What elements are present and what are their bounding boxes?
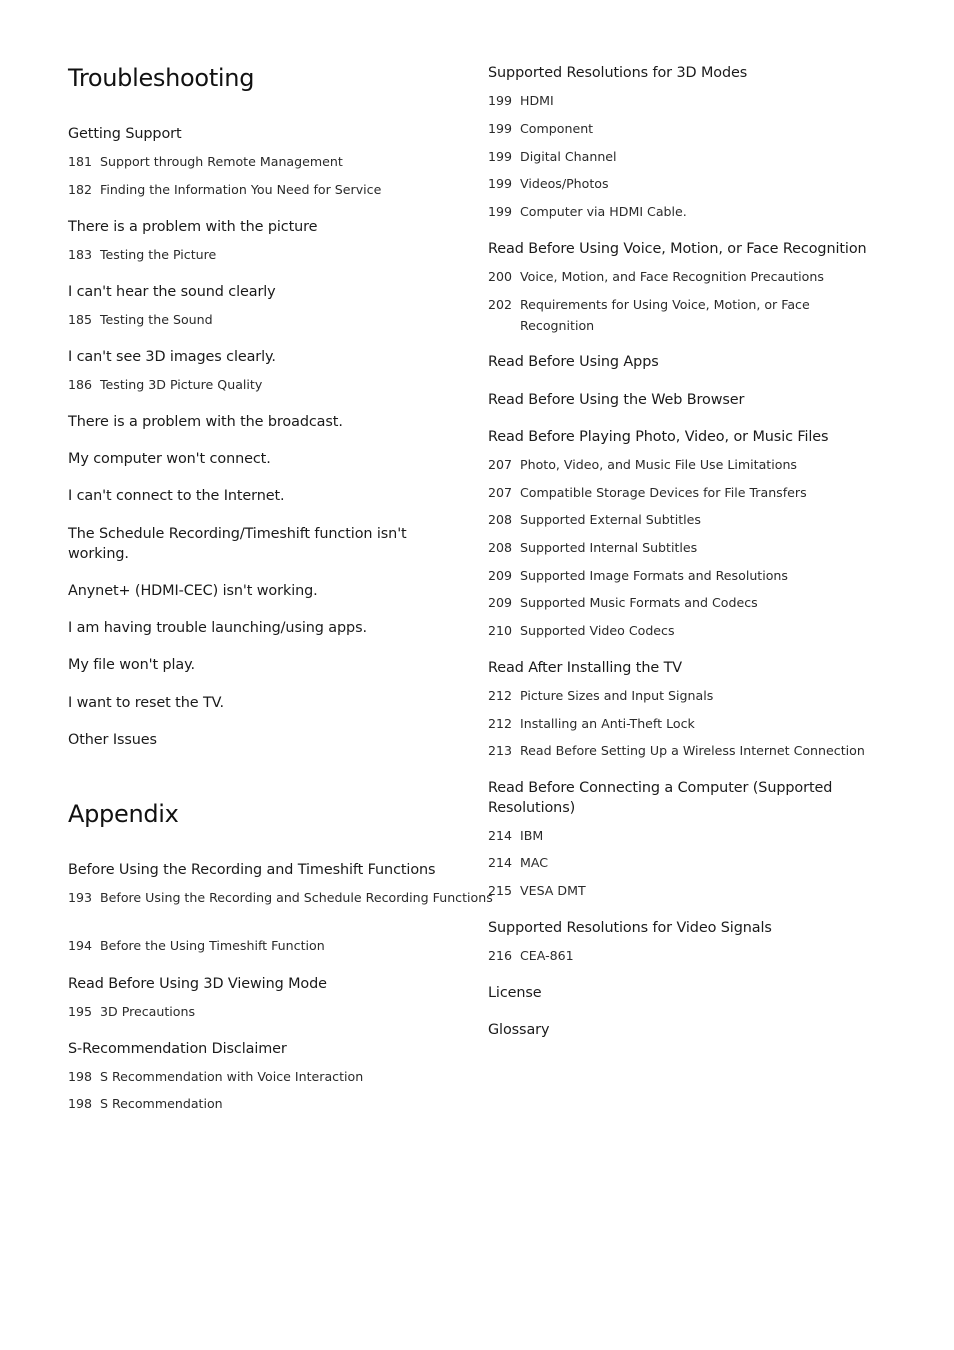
toc-entry[interactable] — [68, 1002, 195, 1023]
toc-entry[interactable] — [68, 245, 216, 266]
toc-entry-page-number: 199 — [488, 176, 513, 191]
toc-entry[interactable] — [488, 881, 586, 902]
toc-heading[interactable]: Glossary — [488, 1022, 550, 1038]
toc-entry-label: 3D Precautions — [100, 1004, 196, 1019]
toc-entry-label: Before Using the Recording and Schedule Recording Functions — [100, 890, 493, 905]
toc-heading[interactable]: Read Before Using 3D Viewing Mode — [68, 976, 327, 992]
toc-heading[interactable]: Read Before Using Apps — [488, 354, 659, 370]
toc-entry-page-number: 212 — [488, 688, 513, 703]
toc-heading[interactable]: Anynet+ (HDMI-CEC) isn't working. — [68, 583, 318, 599]
toc-entry[interactable] — [68, 888, 493, 909]
toc-entry-page-number: 199 — [488, 93, 513, 108]
toc-heading[interactable]: My file won't play. — [68, 657, 195, 673]
toc-entry-page-number: 181 — [68, 154, 93, 169]
toc-entry-label: S Recommendation — [100, 1096, 223, 1111]
toc-entry[interactable] — [488, 686, 713, 707]
toc-entry-label: Supported Music Formats and Codecs — [520, 595, 758, 610]
toc-entry-label: Read Before Setting Up a Wireless Internet Connection — [520, 743, 865, 758]
toc-entry-label: Testing 3D Picture Quality — [100, 377, 263, 392]
toc-entry-page-number: 208 — [488, 512, 513, 527]
toc-entry-label: Installing an Anti-Theft Lock — [520, 716, 695, 731]
toc-entry[interactable] — [488, 455, 797, 476]
toc-entry-page-number: 199 — [488, 121, 513, 136]
toc-entry-page-number: 199 — [488, 204, 513, 219]
toc-heading[interactable]: Read Before Using the Web Browser — [488, 392, 745, 408]
toc-entry-label: Photo, Video, and Music File Use Limitations — [520, 457, 797, 472]
toc-entry-label: Compatible Storage Devices for File Transfers — [520, 485, 807, 500]
toc-heading[interactable]: I want to reset the TV. — [68, 695, 225, 711]
toc-entry-label: Supported External Subtitles — [520, 512, 701, 527]
toc-entry-page-number: 185 — [68, 312, 93, 327]
toc-entry-label: Finding the Information You Need for Service — [100, 182, 382, 197]
toc-entry[interactable] — [488, 826, 543, 847]
toc-entry-label: Computer via HDMI Cable. — [520, 204, 687, 219]
toc-entry-label: Supported Image Formats and Resolutions — [520, 568, 788, 583]
toc-heading[interactable]: I am having trouble launching/using apps. — [68, 620, 367, 636]
toc-entry[interactable] — [488, 119, 593, 140]
toc-entry-page-number: 208 — [488, 540, 513, 555]
toc-heading[interactable]: Supported Resolutions for Video Signals — [488, 920, 772, 936]
toc-entry-page-number: 214 — [488, 855, 513, 870]
toc-entry[interactable] — [488, 483, 807, 504]
toc-heading[interactable]: There is a problem with the broadcast. — [68, 414, 343, 430]
toc-entry-label: VESA DMT — [520, 883, 586, 898]
toc-entry-label: Supported Internal Subtitles — [520, 540, 698, 555]
toc-entry[interactable] — [488, 202, 687, 223]
toc-entry-label: Component — [520, 121, 594, 136]
toc-entry-page-number: 194 — [68, 938, 93, 953]
toc-entry[interactable] — [488, 853, 548, 874]
section-title-troubleshooting: Troubleshooting — [68, 64, 255, 92]
toc-entry-page-number: 216 — [488, 948, 513, 963]
toc-entry[interactable] — [488, 295, 828, 336]
toc-entry[interactable] — [488, 510, 701, 531]
toc-entry-page-number: 198 — [68, 1069, 93, 1084]
toc-heading[interactable]: The Schedule Recording/Timeshift function isn't working. — [68, 526, 407, 562]
toc-entry-page-number: 200 — [488, 269, 513, 284]
toc-heading[interactable]: Supported Resolutions for 3D Modes — [488, 65, 748, 81]
toc-entry-page-number: 195 — [68, 1004, 93, 1019]
toc-entry-label: MAC — [520, 855, 549, 870]
toc-entry-page-number: 212 — [488, 716, 513, 731]
toc-entry[interactable] — [488, 566, 788, 587]
toc-heading[interactable]: Read Before Playing Photo, Video, or Music Files — [488, 429, 829, 445]
toc-entry-page-number: 209 — [488, 568, 513, 583]
toc-entry-page-number: 210 — [488, 623, 513, 638]
toc-entry[interactable] — [488, 147, 617, 168]
toc-entry[interactable] — [488, 91, 554, 112]
toc-heading[interactable]: Getting Support — [68, 126, 182, 142]
toc-entry[interactable] — [488, 174, 609, 195]
toc-heading[interactable]: I can't connect to the Internet. — [68, 488, 285, 504]
toc-entry-page-number: 193 — [68, 890, 93, 905]
toc-heading[interactable]: S-Recommendation Disclaimer — [68, 1041, 287, 1057]
toc-entry-label: Picture Sizes and Input Signals — [520, 688, 714, 703]
toc-heading[interactable]: My computer won't connect. — [68, 451, 271, 467]
toc-entry-page-number: 198 — [68, 1096, 93, 1111]
toc-entry[interactable] — [488, 714, 695, 735]
toc-entry-page-number: 209 — [488, 595, 513, 610]
toc-entry-page-number: 199 — [488, 149, 513, 164]
toc-heading[interactable]: Read After Installing the TV — [488, 660, 683, 676]
toc-entry-label: Testing the Sound — [100, 312, 213, 327]
toc-entry-label: Requirements for Using Voice, Motion, or Face Recognition — [520, 297, 810, 333]
toc-entry[interactable] — [68, 936, 325, 957]
toc-entry-label: HDMI — [520, 93, 554, 108]
toc-heading[interactable]: I can't see 3D images clearly. — [68, 349, 276, 365]
section-title-appendix: Appendix — [68, 800, 179, 828]
toc-entry-label: Support through Remote Management — [100, 154, 343, 169]
toc-heading[interactable]: Read Before Connecting a Computer (Supported Resolutions) — [488, 780, 833, 816]
toc-entry[interactable] — [68, 180, 381, 201]
toc-entry-page-number: 214 — [488, 828, 513, 843]
toc-heading[interactable]: Other Issues — [68, 732, 157, 748]
toc-entry[interactable] — [488, 741, 865, 762]
toc-entry-label: Supported Video Codecs — [520, 623, 675, 638]
toc-entry[interactable] — [68, 152, 343, 173]
toc-heading[interactable]: I can't hear the sound clearly — [68, 284, 276, 300]
toc-entry[interactable] — [488, 946, 574, 967]
toc-entry[interactable] — [488, 538, 697, 559]
toc-entry[interactable] — [488, 267, 824, 288]
toc-entry-label: CEA-861 — [520, 948, 574, 963]
toc-entry-page-number: 183 — [68, 247, 93, 262]
toc-entry-page-number: 207 — [488, 457, 513, 472]
toc-entry-label: S Recommendation with Voice Interaction — [100, 1069, 364, 1084]
toc-entry[interactable] — [68, 1067, 363, 1088]
toc-entry[interactable] — [68, 310, 213, 331]
toc-entry-page-number: 186 — [68, 377, 93, 392]
toc-entry[interactable] — [488, 621, 675, 642]
toc-entry-label: Digital Channel — [520, 149, 617, 164]
toc-entry-label: Voice, Motion, and Face Recognition Precautions — [520, 269, 824, 284]
toc-entry-label: Testing the Picture — [100, 247, 217, 262]
toc-entry-label: IBM — [520, 828, 544, 843]
toc-entry-page-number: 207 — [488, 485, 513, 500]
toc-heading[interactable]: Read Before Using Voice, Motion, or Face Recognition — [488, 241, 867, 257]
toc-entry-label: Before the Using Timeshift Function — [100, 938, 325, 953]
toc-entry-page-number: 182 — [68, 182, 93, 197]
toc-heading[interactable]: There is a problem with the picture — [68, 219, 318, 235]
toc-entry[interactable] — [488, 593, 758, 614]
toc-entry-page-number: 215 — [488, 883, 513, 898]
toc-entry[interactable] — [68, 375, 262, 396]
toc-entry-label: Videos/Photos — [520, 176, 609, 191]
toc-entry[interactable] — [68, 1094, 223, 1115]
toc-entry-page-number: 213 — [488, 743, 513, 758]
toc-heading[interactable]: License — [488, 985, 542, 1001]
toc-entry-page-number: 202 — [488, 297, 513, 312]
toc-heading[interactable]: Before Using the Recording and Timeshift Functions — [68, 862, 436, 878]
